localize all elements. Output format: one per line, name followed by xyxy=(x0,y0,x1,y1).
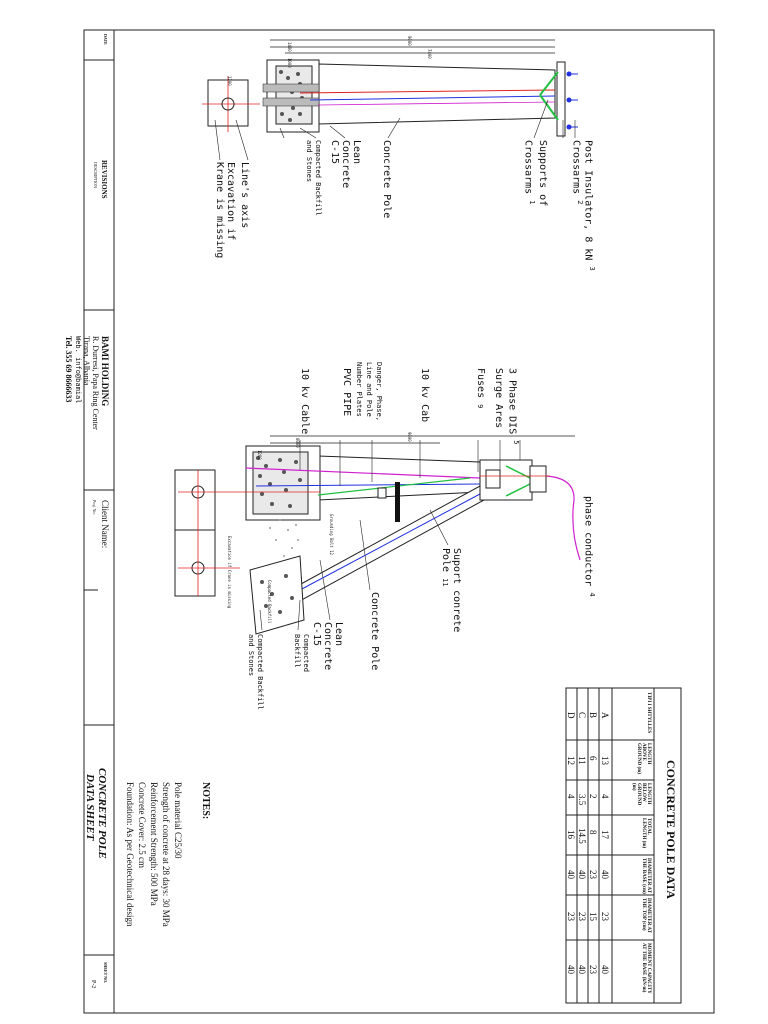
description-label: DESCRIPTION xyxy=(93,162,98,189)
dimension-text: 1200 xyxy=(227,76,232,86)
table-cell: 15 xyxy=(588,912,598,921)
sheet-title: CONCRETE POLE xyxy=(96,768,108,859)
company-tel: Tel. 355 69 8666633 xyxy=(64,336,73,403)
lines-axis-label: Line's axis xyxy=(239,162,250,229)
company-web: Web. info@bamial xyxy=(74,336,82,404)
table-header: LENGTH ABOVE GROUND (m) xyxy=(636,743,651,774)
dimension-text: 1400 xyxy=(287,42,292,52)
table-header: DIAMETER AT THE BASE (cm) xyxy=(641,858,651,894)
table-cell: B xyxy=(588,712,598,719)
surge-ares-label: Surge Ares xyxy=(493,368,504,429)
date-label: DATE xyxy=(103,34,108,45)
table-cell: 12 xyxy=(566,756,576,765)
table-header: DIAMETER AT THE TOP (cm) xyxy=(641,898,651,933)
ten-kv-cable-label: 10 kv Cable xyxy=(299,368,310,435)
sheet-number: P-2 xyxy=(90,980,96,989)
fuses-label: Fuses 9 xyxy=(475,368,486,409)
note-line: Foundation: As per Geotechnical design xyxy=(125,782,135,927)
table-cell: C xyxy=(577,712,587,719)
client-name-label: Client Name: xyxy=(100,500,110,549)
table-cell: 40 xyxy=(577,870,587,879)
note-line: Pole material C25/30 xyxy=(173,782,183,859)
three-phase-dis-label: 3 Phase DIS $^5$ xyxy=(506,368,520,445)
notes-title: NOTES: xyxy=(200,782,211,820)
excavation-label: Excavation if Crane is missing xyxy=(227,536,232,609)
table-cell: 23 xyxy=(588,965,598,974)
lean-concrete-hatch xyxy=(269,519,299,557)
crossarms-label: Crossarms $^2$ xyxy=(570,140,584,205)
table-cell: 16 xyxy=(566,830,576,839)
table-cell: 23 xyxy=(588,870,598,879)
table-cell: 40 xyxy=(566,965,576,974)
company-city: Tirana, Albania xyxy=(82,336,91,386)
table-cell: 11 xyxy=(577,756,587,765)
dimension-text: 9000 xyxy=(407,432,412,442)
pvc-pipe-label: PVC PIPE xyxy=(341,368,352,417)
table-cell: 40 xyxy=(600,965,610,974)
concrete-pole xyxy=(318,64,555,124)
supports-of-crossarms-label: Supports of Crossarms $^1$ xyxy=(522,140,548,207)
compacted-backfill-small-label: Compacted Backfill xyxy=(267,580,272,624)
table-cell: 14.5 xyxy=(577,828,587,844)
table-title: CONCRETE POLE DATA xyxy=(664,760,678,899)
table-cell: 40 xyxy=(577,965,587,974)
table-cell: 17 xyxy=(600,830,610,839)
compacted-backfill-stones-label: Compacted Backfill and Stones xyxy=(247,634,264,710)
table-cell: 40 xyxy=(566,870,576,879)
table-cell: 8 xyxy=(588,830,598,835)
table-header: TIPI I SHTYLLES xyxy=(646,692,651,734)
ten-kv-cab-label: 10 kv Cab xyxy=(419,368,430,423)
dimension-text: 8000 xyxy=(295,438,300,448)
company-name: BAMI HOLDING xyxy=(100,336,110,407)
revisions-label: REVISIONS xyxy=(100,160,108,199)
table-header: MOMENT CAPACITY AT THE BASE (kN-m) xyxy=(641,943,651,994)
lean-concrete-label: Lean Concrete C-15 xyxy=(311,622,344,671)
concrete-pole-label: Concrete Pole xyxy=(381,140,392,219)
compacted-backfill-label: Compacted Backfill xyxy=(293,634,310,672)
lean-concrete-label: Lean Concrete C-15 xyxy=(329,140,362,189)
table-cell: 23 xyxy=(566,912,576,921)
project-number-label: Proj. No: xyxy=(92,500,97,515)
dimension-text: 7400 xyxy=(427,49,432,59)
phase-conductor-label: phase conductor $^4$ xyxy=(582,496,596,597)
sheet-number-label: SHEET NO. xyxy=(103,962,108,984)
table-header: LENGTH BELOW GROUND (m) xyxy=(631,783,651,806)
table-cell: 40 xyxy=(600,870,610,879)
table-cell: 2 xyxy=(588,794,598,799)
sheet-subtitle: DATA SHEET xyxy=(84,774,96,841)
concrete-pole-label: Concrete Pole xyxy=(369,592,380,671)
grounding-bolt-label: Grounding Bolt 12 xyxy=(329,514,334,555)
table-cell: 23 xyxy=(577,912,587,921)
grounding-bar xyxy=(395,482,400,522)
post-insulator-label: Post Insulator, 8 kN $^3$ xyxy=(582,140,596,271)
table-cell: 13 xyxy=(600,756,610,765)
table-cell: D xyxy=(566,712,576,719)
company-address: R. Durresi, Papa Ring Center xyxy=(91,336,100,430)
dimension-text: 1200 xyxy=(257,450,262,460)
table-cell: 6 xyxy=(588,756,598,761)
compacted-backfill-label: Compacted Backfill and Stones xyxy=(305,140,322,216)
note-line: Reinforcement Strength: 500 MPa xyxy=(149,782,159,906)
note-line: Concrete Cover: 2.5 cm xyxy=(137,782,147,868)
excavation-label: Excavation if Krane is missing xyxy=(214,162,236,259)
dimension-text: 9000 xyxy=(407,36,412,46)
table-cell: 4 xyxy=(566,794,576,799)
table-header: TOTAL LENGTH (m) xyxy=(641,818,651,849)
table-cell: A xyxy=(600,712,610,719)
table-cell: 23 xyxy=(600,912,610,921)
dimension-text: 1000 xyxy=(287,58,292,68)
plates-label: Danger, Phase, Line and Pole Number Plates xyxy=(355,362,383,422)
table-cell: 4 xyxy=(600,794,610,799)
support-pole-label: Suport conrete Pole 11 xyxy=(440,548,462,633)
table-cell: 3.5 xyxy=(577,794,587,806)
note-line: Strength of concrete at 28 days: 30 MPa xyxy=(161,782,171,927)
